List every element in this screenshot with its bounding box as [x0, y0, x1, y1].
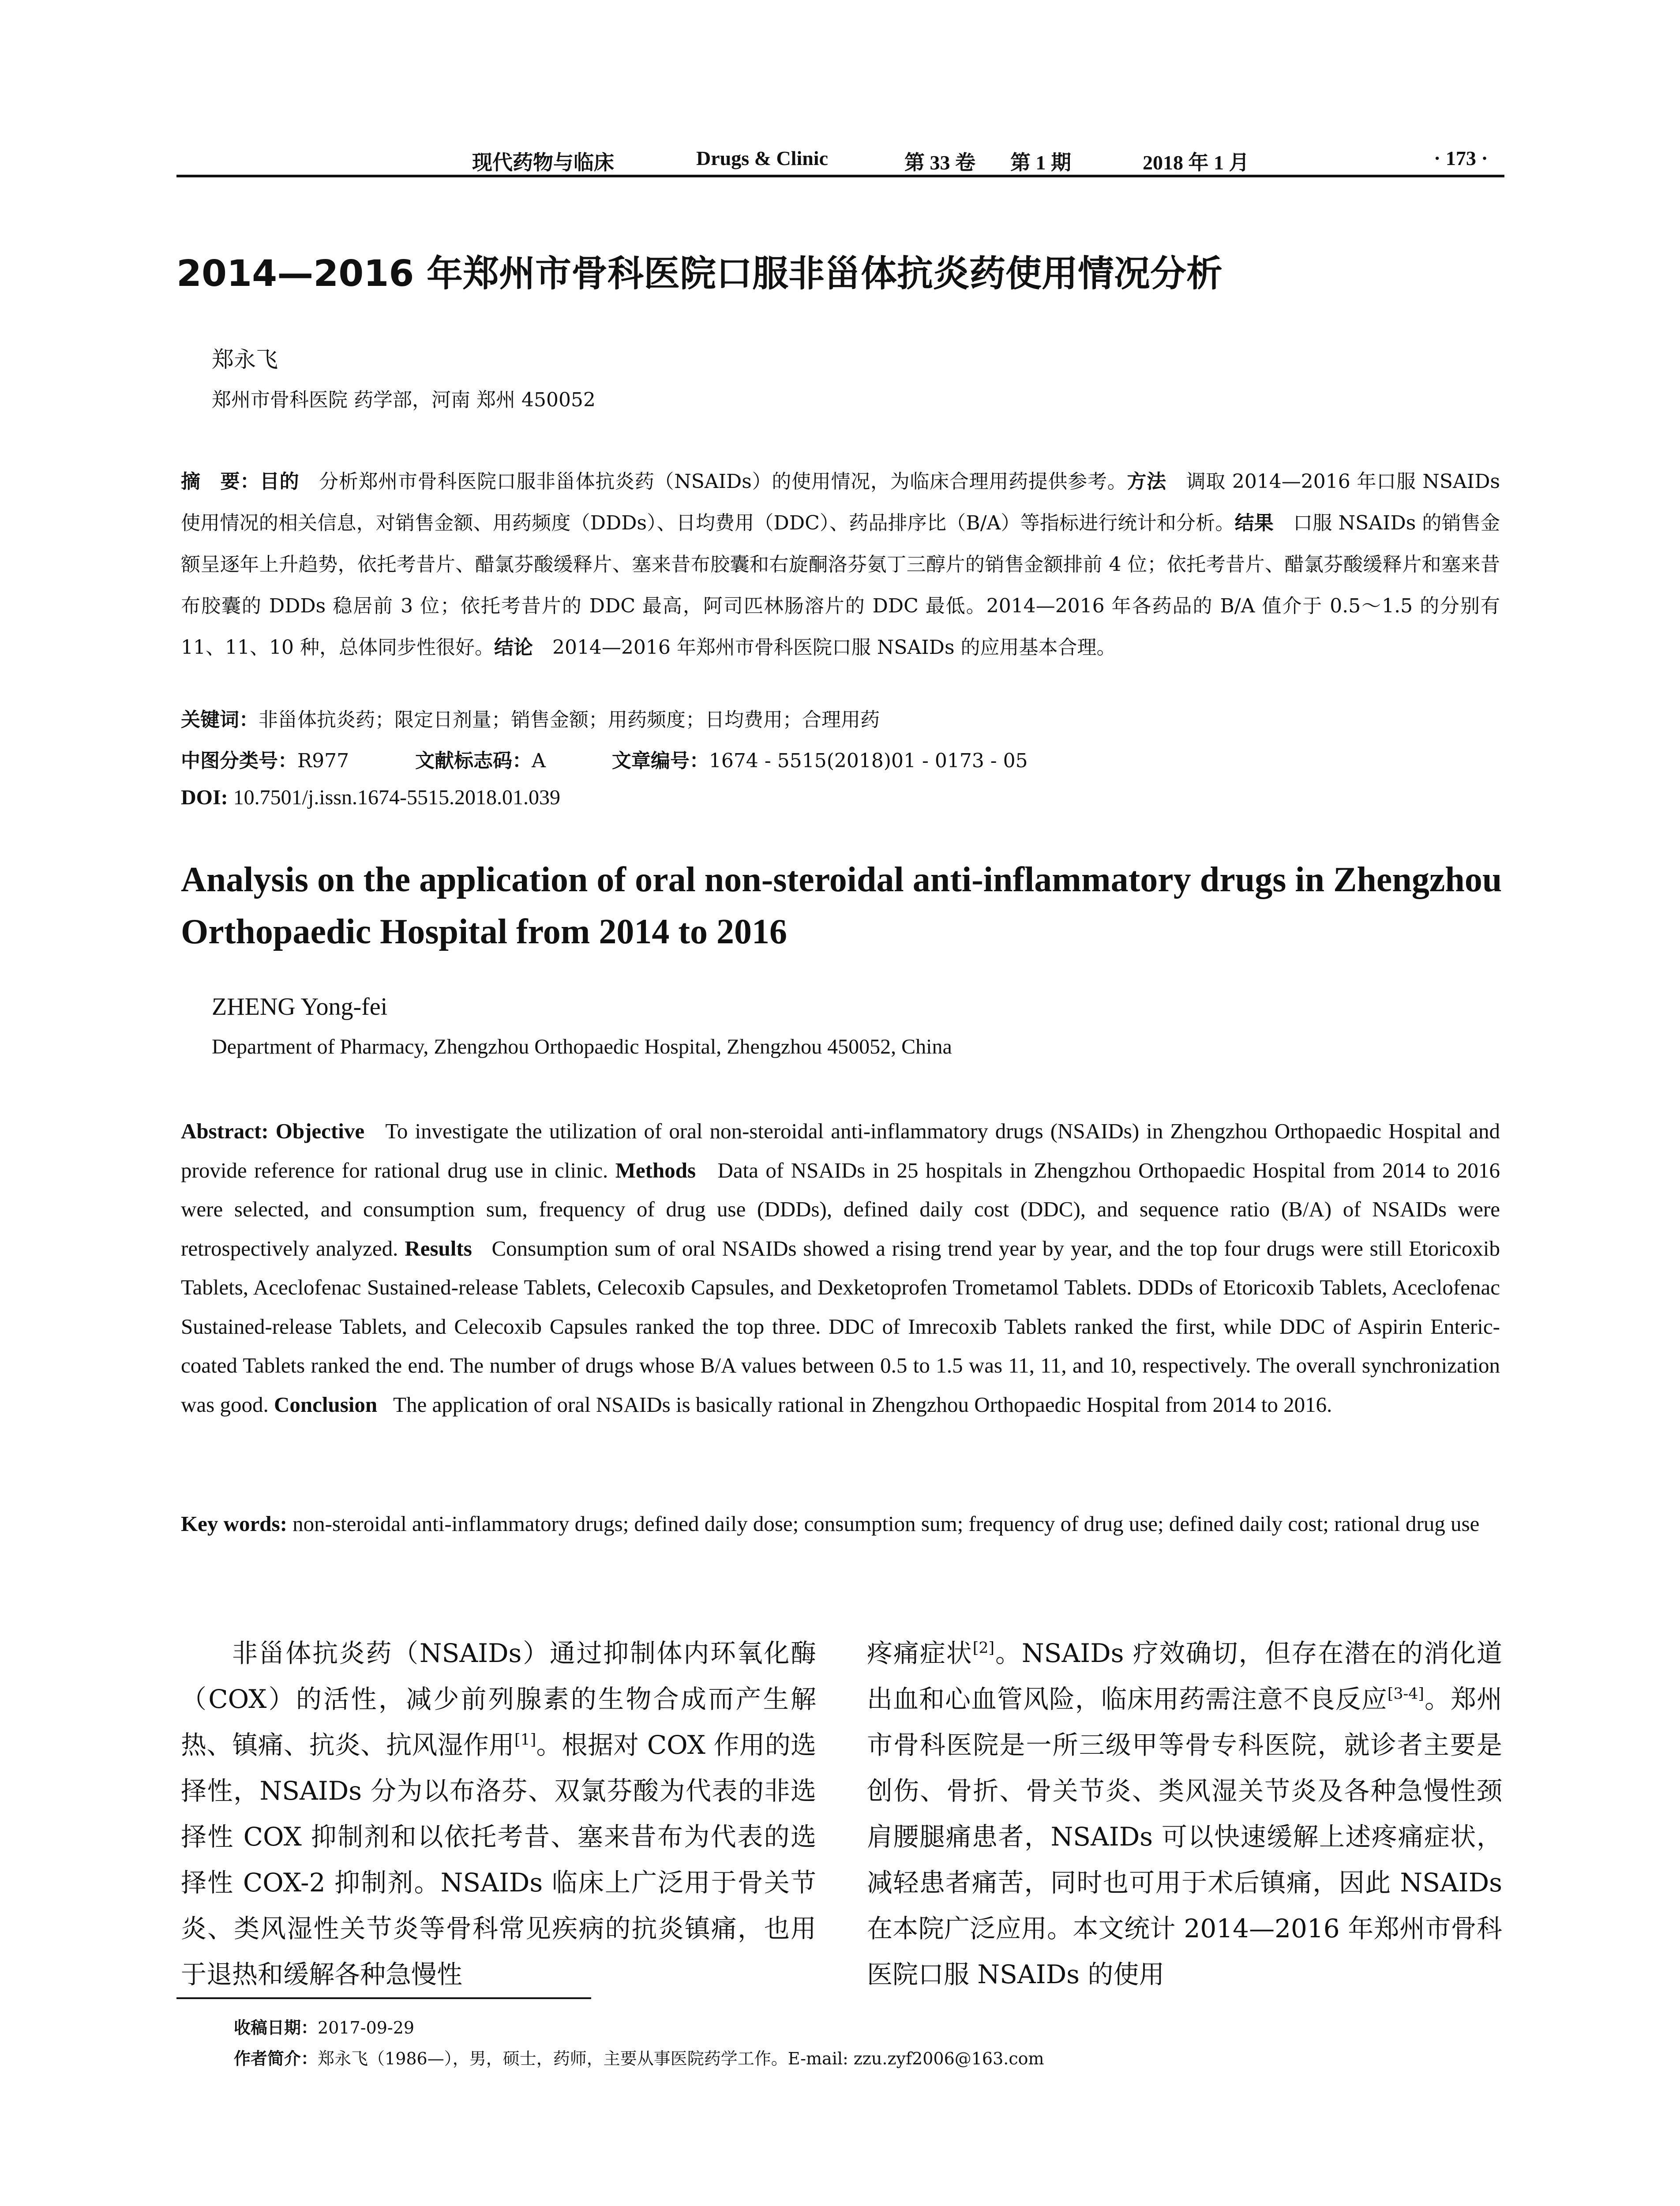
body-column-left	[181, 1630, 816, 1997]
doc-code-value: A	[532, 750, 546, 772]
citation-ref: [2]	[972, 1639, 995, 1657]
classification-line	[181, 745, 1028, 773]
received-value: 2017-09-29	[318, 2018, 415, 2037]
keywords-cn	[181, 704, 880, 732]
methods-cn: 调取 2014—2016 年口服 NSAIDs 使用情况的相关信息，对销售金额、用药频度（DDDs）、日均费用（DDC）、药品排序比（B/A）等指标进行统计和分析。	[181, 470, 1500, 534]
footnote-rule	[176, 1997, 591, 1999]
body-text: 。NSAIDs 疗效确切，但存在潜在的消化道出血和心血管风险，临床用药需注意不良反应	[867, 1638, 1502, 1714]
citation-ref: [1]	[514, 1731, 536, 1749]
clc-label: 中图分类号：	[181, 750, 297, 772]
keywords-en-text: non-steroidal anti-inflammatory drugs; defined daily dose; consumption sum; frequency of drug use; defined daily cost; rational drug use	[292, 1512, 1480, 1536]
keywords-cn-text: 非甾体抗炎药；限定日剂量；销售金额；用药频度；日均费用；合理用药	[259, 709, 880, 731]
keywords-en	[181, 1504, 1500, 1544]
conclusion-label-cn: 结论	[494, 636, 533, 659]
header-rule	[176, 175, 1504, 177]
results-cn: 口服 NSAIDs 的销售金额呈逐年上升趋势，依托考昔片、醋氯芬酸缓释片、塞来昔布胶囊和右旋酮洛芬氨丁三醇片的销售金额排前 4 位；依托考昔片、醋氯芬酸缓释片和塞来昔布胶囊的 DDDs 稳居前 3 位；依托考昔片的 DDC 最高，阿司匹林肠溶片的 DDC 最低。2014—2016 年各药品的 B/A 值介于 0.5～1.5 的分别有 11、11、10 种，总体同步性很好。	[181, 512, 1500, 659]
issue-date: 2018 年 1 月	[1143, 151, 1249, 174]
clc-value: R977	[297, 750, 349, 772]
journal-name-cn: 现代药物与临床	[472, 150, 614, 174]
affiliation-en: Department of Pharmacy, Zhengzhou Orthopaedic Hospital, Zhengzhou 450052, China	[212, 1035, 952, 1058]
conclusion-cn: 2014—2016 年郑州市骨科医院口服 NSAIDs 的应用基本合理。	[552, 636, 1116, 659]
citation-ref: [3-4]	[1387, 1685, 1424, 1703]
title-cn: 2014—2016 年郑州市骨科医院口服非甾体抗炎药使用情况分析	[176, 253, 1222, 295]
keywords-cn-label: 关键词：	[181, 709, 259, 731]
objective-en: To investigate the utilization of oral non-steroidal anti-inflammatory drugs (NSAIDs) in Zhengzhou Orthopaedic Hospital and provide reference for rational drug use in clinic.	[181, 1119, 1500, 1182]
page-number: · 173 ·	[1434, 147, 1488, 169]
body-text: 疼痛症状	[867, 1638, 973, 1668]
issue: 第 1 期	[1010, 151, 1071, 174]
body-text: 。郑州市骨科医院是一所三级甲等骨专科医院，就诊者主要是创伤、骨折、骨关节炎、类风湿关节炎及各种急慢性颈肩腰腿痛患者，NSAIDs 可以快速缓解上述疼痛症状，减轻患者痛苦，同时也可用于术后镇痛，因此 NSAIDs 在本院广泛应用。本文统计 2014—2016 年郑州市骨科医院口服 NSAIDs 的使用	[867, 1684, 1502, 1989]
doc-code-label: 文献标志码：	[415, 750, 532, 772]
conclusion-en: The application of oral NSAIDs is basically rational in Zhengzhou Orthopaedic Hospital from 2014 to 2016.	[393, 1392, 1332, 1417]
author-en: ZHENG Yong-fei	[212, 993, 388, 1020]
journal-name-en: Drugs & Clinic	[696, 147, 828, 169]
affiliation-cn: 郑州市骨科医院 药学部，河南 郑州 450052	[212, 389, 596, 411]
author-bio	[234, 2045, 1044, 2069]
body-column-right	[867, 1630, 1502, 1997]
objective-label-en: Objective	[275, 1119, 365, 1143]
doi-line	[181, 785, 560, 810]
bio-label: 作者简介：	[234, 2049, 318, 2068]
abstract-cn	[181, 461, 1500, 668]
article-no-label: 文章编号：	[611, 750, 709, 772]
conclusion-label-en: Conclusion	[274, 1392, 378, 1417]
abstract-cn-label: 摘 要：	[181, 470, 260, 493]
title-en: Analysis on the application of oral non-steroidal anti-inflammatory drugs in Zhengzhou Orthopaedic Hospital from 2014 to 2016	[181, 860, 1502, 951]
volume: 第 33 卷	[904, 151, 975, 174]
methods-label-en: Methods	[615, 1158, 696, 1182]
doi-label: DOI:	[181, 786, 228, 809]
methods-label-cn: 方法	[1127, 470, 1166, 493]
received-label: 收稿日期：	[234, 2018, 318, 2037]
body-text: 。根据对 COX 作用的选择性，NSAIDs 分为以布洛芬、双氯芬酸为代表的非选择性 COX 抑制剂和以依托考昔、塞来昔布为代表的选择性 COX-2 抑制剂。NSAIDs 临床上广泛用于骨关节炎、类风湿性关节炎等骨科常见疾病的抗炎镇痛，也用于退热和缓解各种急慢性	[181, 1730, 816, 1989]
objective-label-cn: 目的	[259, 470, 300, 493]
methods-en: Data of NSAIDs in 25 hospitals in Zhengzhou Orthopaedic Hospital from 2014 to 2016 were selected, and consumption sum, frequency of drug use (DDDs), defined daily cost (DDC), and sequence ratio (B/A) of NSAIDs were retrospectively analyzed.	[181, 1158, 1500, 1261]
article-no-value: 1674 - 5515(2018)01 - 0173 - 05	[709, 750, 1028, 772]
doi-value: 10.7501/j.issn.1674-5515.2018.01.039	[233, 786, 561, 809]
results-label-en: Results	[405, 1236, 472, 1261]
abstract-en	[181, 1112, 1500, 1424]
results-label-cn: 结果	[1234, 512, 1274, 534]
received-date	[234, 2014, 414, 2038]
objective-cn: 分析郑州市骨科医院口服非甾体抗炎药（NSAIDs）的使用情况，为临床合理用药提供参考。	[319, 470, 1127, 493]
results-en: Consumption sum of oral NSAIDs showed a rising trend year by year, and the top four drugs were still Etoricoxib Tablets, Aceclofenac Sustained-release Tablets, Celecoxib Capsules, and Dexketoprofen Trometamol Tablets. DDDs of Etoricoxib Tablets, Aceclofenac Sustained-release Tablets, and Celecoxib Capsules ranked the top three. DDC of Imrecoxib Tablets ranked the first, while DDC of Aspirin Enteric-coated Tablets ranked the end. The number of drugs whose B/A values between 0.5 to 1.5 was 11, 11, and 10, respectively. The overall synchronization was good.	[181, 1236, 1500, 1417]
body-text: 非甾体抗炎药（NSAIDs）通过抑制体内环氧化酶（COX）的活性，减少前列腺素的生物合成而产生解热、镇痛、抗炎、抗风湿作用	[181, 1638, 816, 1760]
running-header	[176, 140, 1504, 176]
author-cn: 郑永飞	[212, 347, 278, 372]
keywords-en-label: Key words:	[181, 1512, 287, 1536]
bio-text: 郑永飞（1986—），男，硕士，药师，主要从事医院药学工作。E-mail: zzu.zyf2006@163.com	[318, 2049, 1044, 2068]
abstract-en-label: Abstract:	[181, 1119, 269, 1143]
